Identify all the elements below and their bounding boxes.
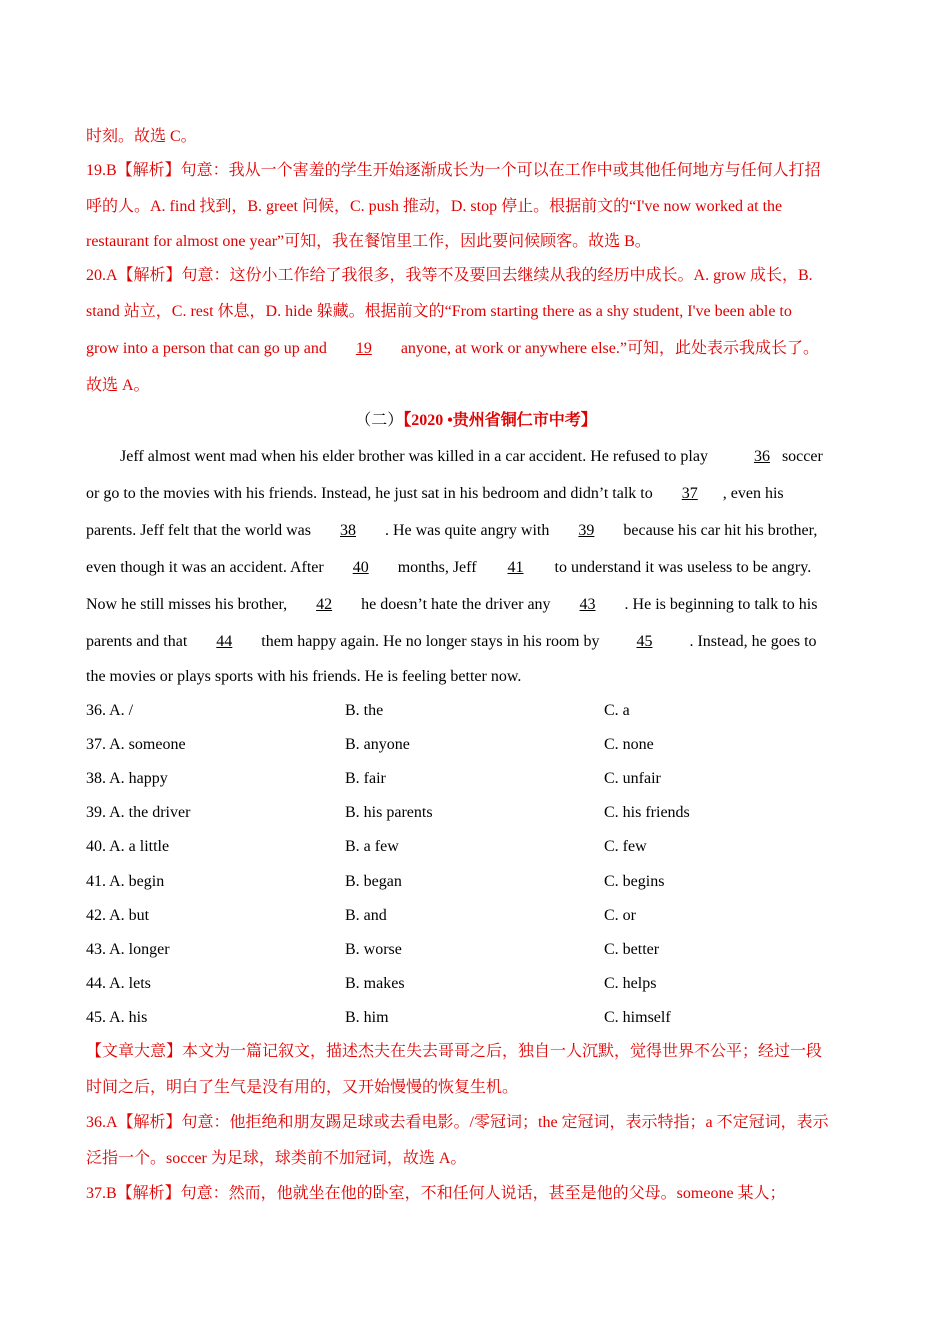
blank-38: 38 xyxy=(339,522,356,539)
option-row-38 xyxy=(86,762,866,796)
option-a: 37. A. someone xyxy=(86,736,186,754)
option-c: C. unfair xyxy=(604,770,661,788)
answer-19 xyxy=(86,154,866,259)
prev-answer-tail: 时刻。故选 C。 xyxy=(86,128,197,145)
option-row-43 xyxy=(86,933,866,967)
answer-20-line-4: 故选 A。 xyxy=(86,377,150,394)
summary-line-2: 时间之后，明白了生气是没有用的，又开始慢慢的恢复生机。 xyxy=(86,1078,519,1096)
option-b: B. his parents xyxy=(345,804,433,822)
answer-36-line-2: 泛指一个。soccer 为足球，球类前不加冠词，故选 A。 xyxy=(86,1149,467,1167)
answer-20-text-2: anyone, at work or anywhere else.”可知，此处表示我成长了。 xyxy=(396,340,819,357)
option-row-40 xyxy=(86,830,866,864)
passage-text: parents. Jeff felt that the world was xyxy=(86,522,315,539)
passage-line-6 xyxy=(86,623,866,660)
option-c: C. begins xyxy=(604,872,665,890)
passage-text: Jeff almost went mad when his elder brother was killed in a car accident. He refused to play xyxy=(120,448,712,465)
blank-39: 39 xyxy=(578,522,595,539)
passage-text: he doesn’t hate the driver any xyxy=(357,596,555,613)
blank-41: 41 xyxy=(507,559,524,576)
option-c: C. helps xyxy=(604,974,657,992)
option-row-39 xyxy=(86,796,866,830)
cloze-passage xyxy=(86,438,866,694)
passage-text: because his car hit his brother, xyxy=(619,522,818,539)
passage-line-7: the movies or plays sports with his friends. He is feeling better now. xyxy=(86,668,522,685)
passage-text: . He was quite angry with xyxy=(380,522,554,539)
option-c: C. none xyxy=(604,736,654,754)
option-a: 42. A. but xyxy=(86,906,150,924)
passage-text: even though it was an accident. After xyxy=(86,559,328,576)
option-a: 45. A. his xyxy=(86,1008,148,1026)
answer-19-line-3: restaurant for almost one year”可知，我在餐馆里工作，因此要问候顾客。故选 B。 xyxy=(86,233,651,250)
blank-45: 45 xyxy=(636,633,653,650)
option-a: 41. A. begin xyxy=(86,872,165,890)
passage-text: them happy again. He no longer stays in his room by xyxy=(257,633,604,650)
answer-20 xyxy=(86,259,866,404)
document-page xyxy=(86,120,866,1211)
option-b: B. the xyxy=(345,702,384,720)
option-row-45 xyxy=(86,1001,866,1035)
option-b: B. began xyxy=(345,872,402,890)
passage-text: soccer xyxy=(777,448,823,465)
option-row-44 xyxy=(86,967,866,1001)
section-heading xyxy=(86,404,866,438)
answer-20-line-3 xyxy=(86,330,866,367)
option-c: C. or xyxy=(604,906,636,924)
answer-36-line-1: 36.A【解析】句意：他拒绝和朋友踢足球或去看电影。/零冠词；the 定冠词，表示特指；a 不定冠词，表示 xyxy=(86,1113,829,1131)
answer-20-text: grow into a person that can go up and xyxy=(86,340,331,357)
blank-19: 19 xyxy=(355,340,372,357)
option-row-42 xyxy=(86,899,866,933)
passage-line-2 xyxy=(86,475,866,512)
passage-text: . He is beginning to talk to his xyxy=(620,596,818,613)
option-a: 44. A. lets xyxy=(86,974,151,992)
blank-44: 44 xyxy=(216,633,233,650)
option-a: 43. A. longer xyxy=(86,940,170,958)
option-c: C. few xyxy=(604,838,647,856)
answer-19-line-1: 19.B【解析】句意：我从一个害羞的学生开始逐渐成长为一个可以在工作中或其他任何地方与任何人打招 xyxy=(86,162,821,179)
option-row-36 xyxy=(86,694,866,728)
summary-line-1: 【文章大意】本文为一篇记叙文，描述杰夫在失去哥哥之后，独自一人沉默，觉得世界不公平；经过一段 xyxy=(86,1042,823,1060)
option-b: B. fair xyxy=(345,770,386,788)
answer-19-line-2: 呼的人。A. find 找到，B. greet 问候，C. push 推动，D. stop 停止。根据前文的“I've now worked at the xyxy=(86,198,783,215)
option-b: B. makes xyxy=(345,974,405,992)
answer-20-line-2: stand 站立，C. rest 休息，D. hide 躲藏。根据前文的“From starting there as a shy student, I've been able to xyxy=(86,303,792,320)
option-c: C. better xyxy=(604,940,660,958)
option-a: 40. A. a little xyxy=(86,838,170,856)
answer-20-line-1: 20.A【解析】句意：这份小工作给了我很多，我等不及要回去继续从我的经历中成长。A. grow 成长，B. xyxy=(86,267,813,284)
passage-line-5 xyxy=(86,586,866,623)
passage-line-3 xyxy=(86,512,866,549)
option-b: B. and xyxy=(345,906,387,924)
passage-line-1 xyxy=(86,438,866,475)
passage-text: months, Jeff xyxy=(393,559,481,576)
article-summary xyxy=(86,1035,866,1106)
passage-text: Now he still misses his brother, xyxy=(86,596,292,613)
passage-text: parents and that xyxy=(86,633,192,650)
option-c: C. himself xyxy=(604,1008,671,1026)
section-source: 【2020 •贵州省铜仁市中考】 xyxy=(403,412,597,429)
passage-line-4 xyxy=(86,549,866,586)
option-b: B. him xyxy=(345,1008,389,1026)
option-row-37 xyxy=(86,728,866,762)
section-prefix: （二） xyxy=(355,412,404,429)
option-a: 38. A. happy xyxy=(86,770,168,788)
blank-42: 42 xyxy=(316,596,333,613)
passage-text: . Instead, he goes to xyxy=(685,633,817,650)
option-row-41 xyxy=(86,864,866,898)
option-a: 39. A. the driver xyxy=(86,804,191,822)
option-c: C. a xyxy=(604,702,630,720)
blank-36: 36 xyxy=(753,448,770,465)
option-c: C. his friends xyxy=(604,804,690,822)
passage-text: or go to the movies with his friends. Instead, he just sat in his bedroom and didn’t talk to xyxy=(86,485,657,502)
blank-43: 43 xyxy=(579,596,596,613)
passage-text: to understand it was useless to be angry. xyxy=(550,559,812,576)
option-a: 36. A. / xyxy=(86,702,134,720)
option-b: B. a few xyxy=(345,838,399,856)
blank-40: 40 xyxy=(352,559,369,576)
passage-text: , even his xyxy=(722,485,784,502)
answer-36 xyxy=(86,1106,866,1177)
answer-options xyxy=(86,694,866,1035)
answer-37: 37.B【解析】句意：然而，他就坐在他的卧室，不和任何人说话，甚至是他的父母。someone 某人； xyxy=(86,1184,786,1202)
option-b: B. anyone xyxy=(345,736,410,754)
option-b: B. worse xyxy=(345,940,402,958)
blank-37: 37 xyxy=(681,485,698,502)
